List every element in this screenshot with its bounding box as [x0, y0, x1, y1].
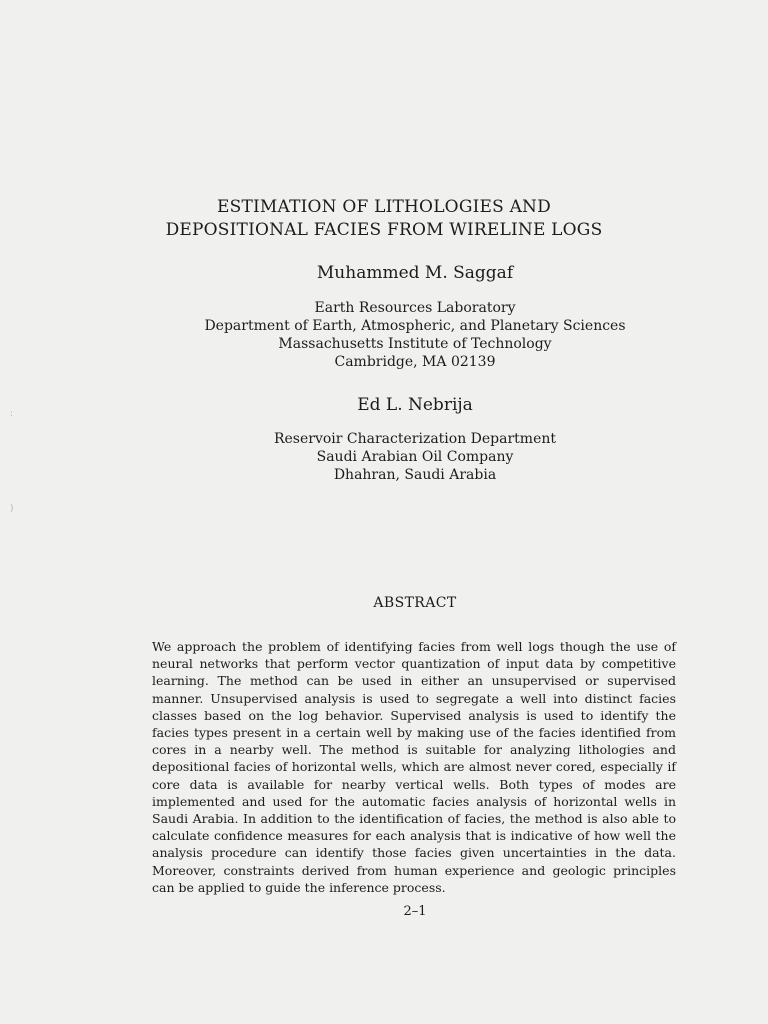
author-affiliation-line: Saudi Arabian Oil Company — [316, 449, 514, 465]
author-affiliation-line: Massachusetts Institute of Technology — [278, 336, 552, 352]
author-affiliation-line: Cambridge, MA 02139 — [334, 354, 496, 370]
paper-title-line-2: DEPOSITIONAL FACIES FROM WIRELINE LOGS — [165, 220, 603, 240]
author-name: Muhammed M. Saggaf — [316, 263, 514, 283]
paper-title-line-1: ESTIMATION OF LITHOLOGIES AND — [217, 197, 551, 217]
abstract-body: We approach the problem of identifying facies from well logs though the use of neural networks that perform vector quantization of input data by competitive learning. The method can be used in either an unsupervised or supervised manner. Unsupervised analysis is used to segregate a well into distinct facies classes based on the log behavior. Supervised analysis is used to identify the facies types present in a certain well by making use of the facies identified from cores in a nearby well. The method is suitable for analyzing lithologies and depositional facies of horizontal wells, which are almost never cored, especially if core data is available for nearby vertical wells. Both types of modes are implemented and used for the automatic facies analysis of horizontal wells in Saudi Arabia. In addition to the identification of facies, the method is also able to calculate confidence measures for each analysis that is indicative of how well the analysis procedure can identify those facies given uncertainties in the data. Moreover, constraints derived from human experience and geologic principles can be applied to guide the inference process. — [152, 639, 676, 895]
scan-artifact-mark: ) — [10, 504, 14, 514]
author-name: Ed L. Nebrija — [357, 395, 473, 415]
author-affiliation-line: Earth Resources Laboratory — [314, 300, 516, 316]
page-number: 2–1 — [403, 904, 427, 919]
author-affiliation-line: Dhahran, Saudi Arabia — [333, 467, 497, 483]
author-affiliation-line: Reservoir Characterization Department — [273, 431, 557, 447]
author-affiliation-line: Department of Earth, Atmospheric, and Planetary Sciences — [204, 318, 626, 334]
abstract-heading: ABSTRACT — [373, 595, 457, 611]
scan-artifact-mark: : — [10, 409, 14, 419]
